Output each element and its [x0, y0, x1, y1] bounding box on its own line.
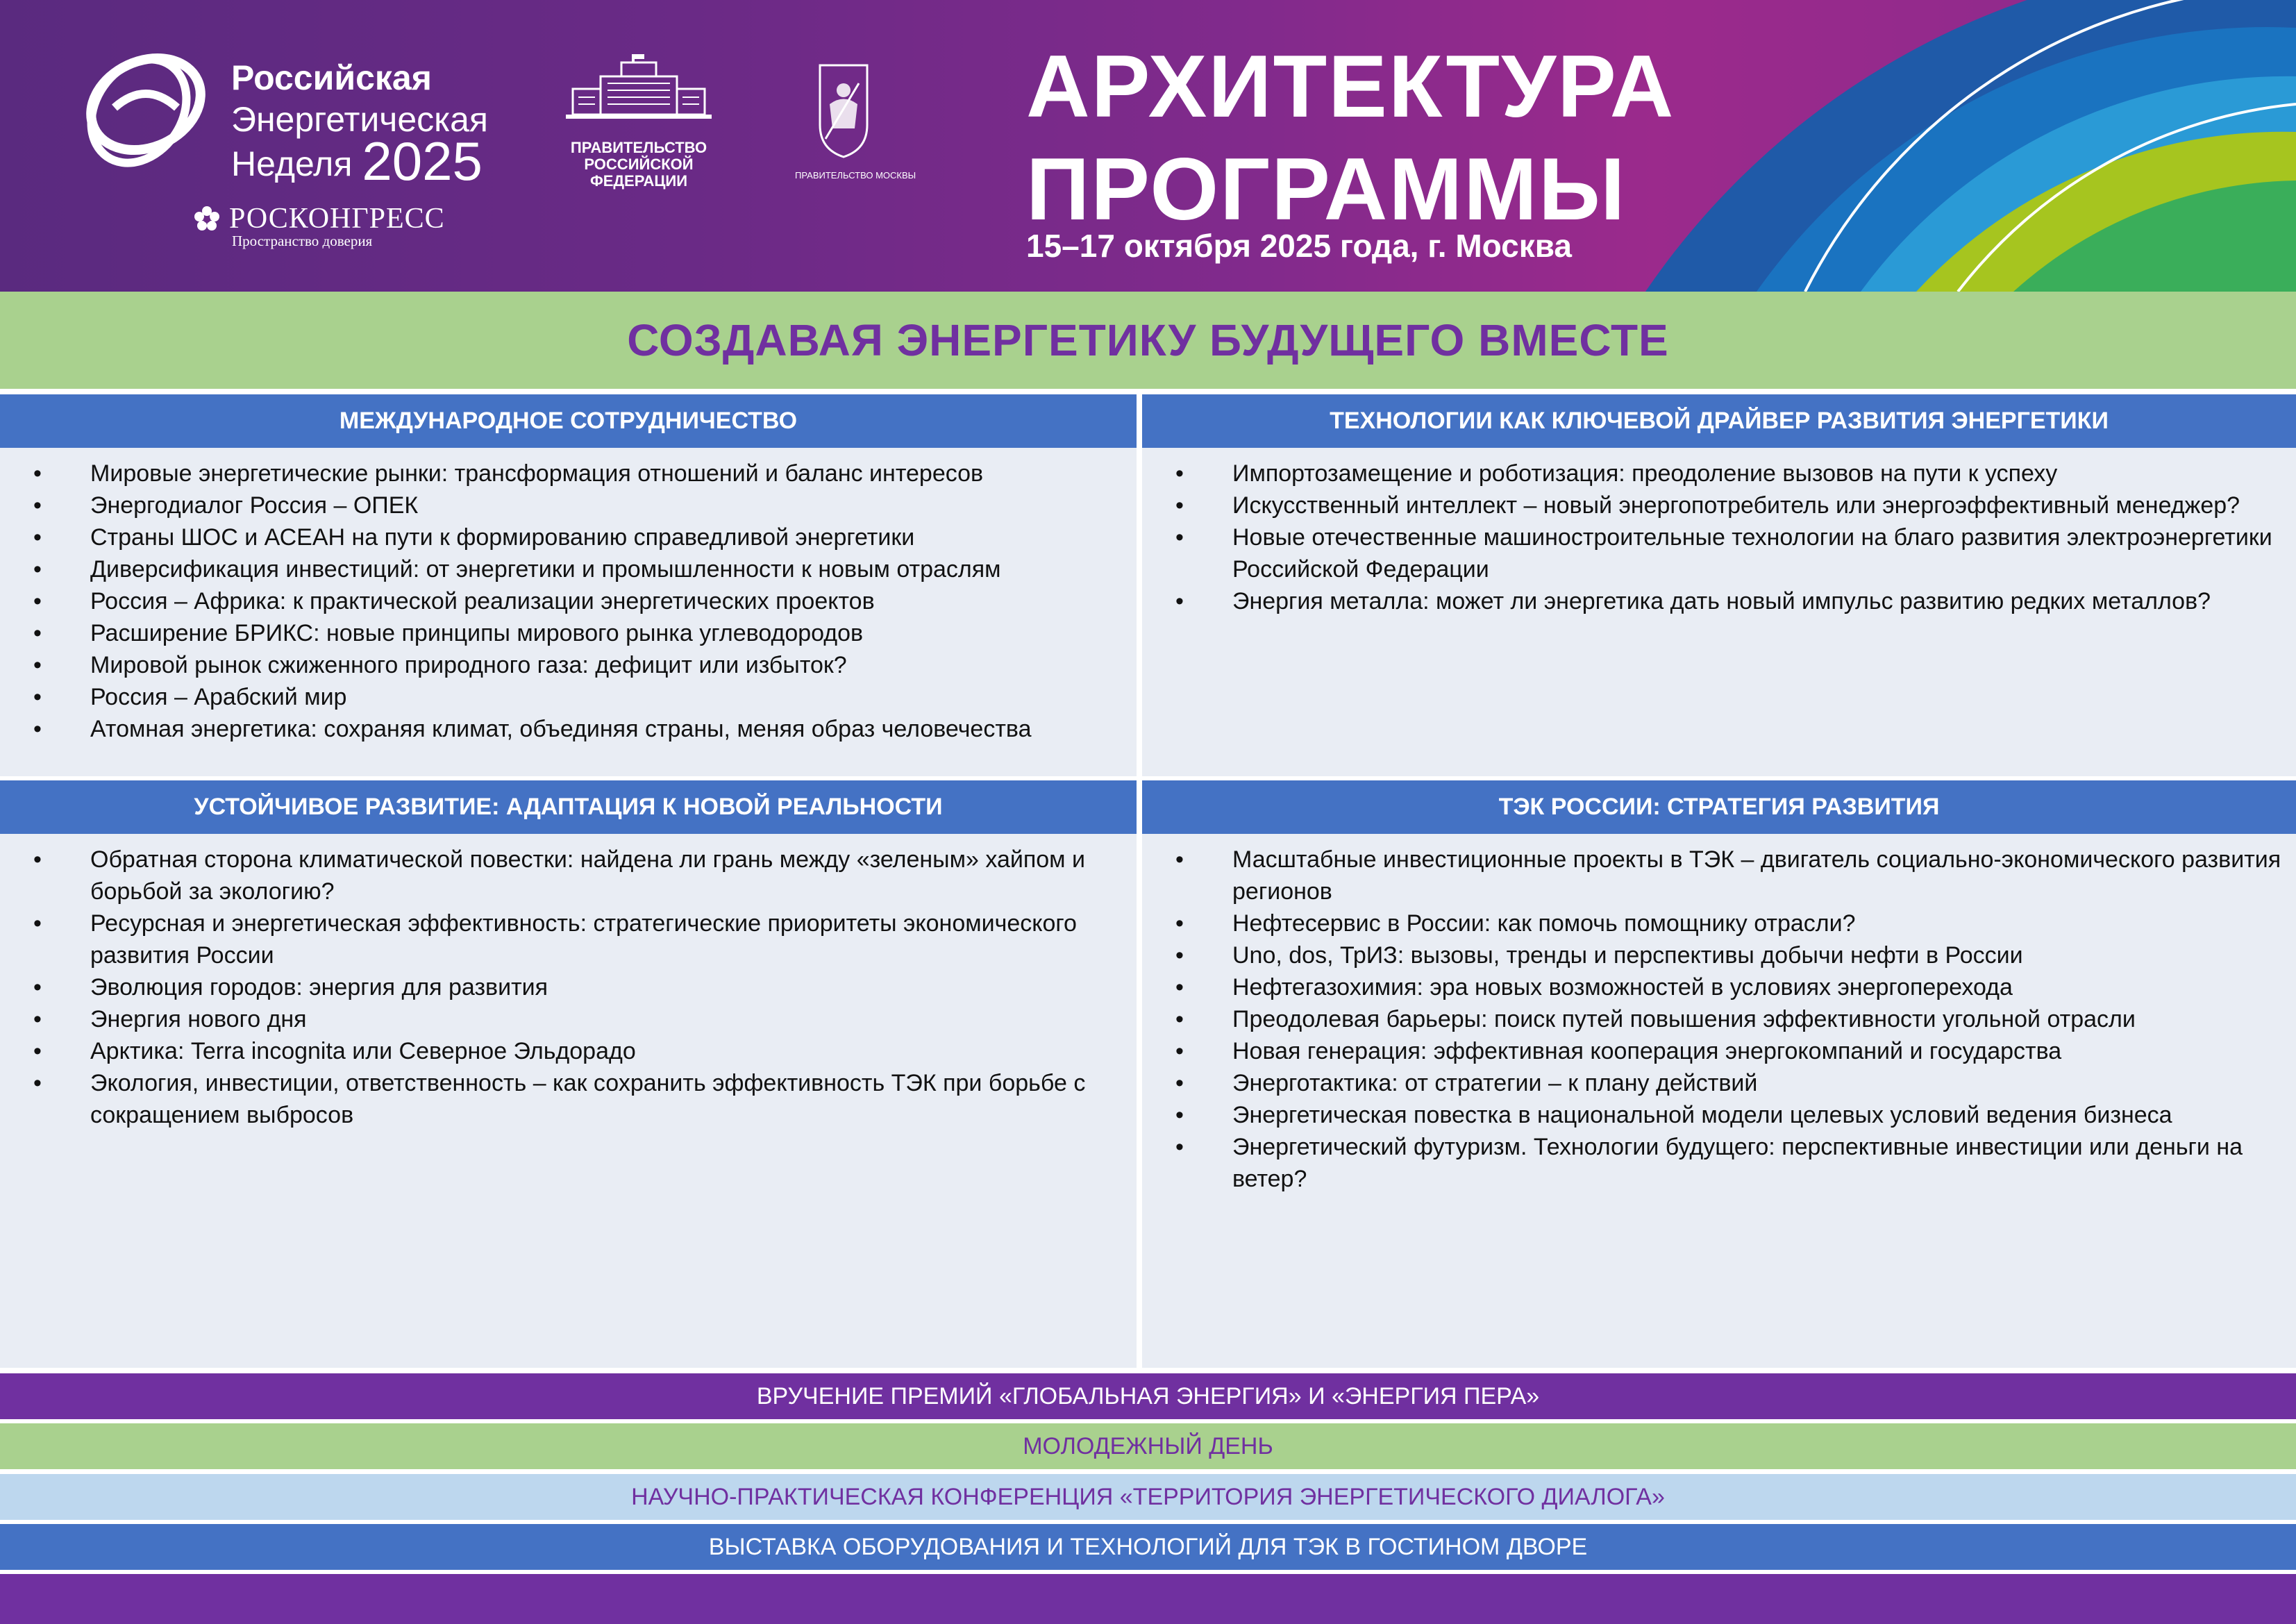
- list-item: • Новая генерация: эффективная кооперация энергокомпаний и государства: [1175, 1035, 2282, 1067]
- list-item: • Искусственный интеллект – новый энергопотребитель или энергоэффективный менеджер?: [1175, 489, 2282, 521]
- roscongress-name: РОСКОНГРЕСС: [193, 201, 445, 235]
- list-item: • Преодолевая барьеры: поиск путей повышения эффективности угольной отрасли: [1175, 1003, 2282, 1035]
- list-item: • Нефтесервис в России: как помочь помощнику отрасли?: [1175, 907, 2282, 939]
- section-fuel-energy-strategy: [1142, 780, 2296, 1368]
- list-item: • Энергия нового дня: [33, 1003, 1123, 1035]
- roscongress-flower-icon: [192, 204, 222, 235]
- roscongress-tagline: Пространство доверия: [232, 233, 373, 249]
- section-title: ТЕХНОЛОГИИ КАК КЛЮЧЕВОЙ ДРАЙВЕР РАЗВИТИЯ ЭНЕРГЕТИКИ: [1142, 394, 2296, 448]
- section-technology: [1142, 394, 2296, 776]
- slogan-text: СОЗДАВАЯ ЭНЕРГЕТИКУ БУДУЩЕГО ВМЕСТЕ: [627, 315, 1669, 365]
- list-item: • Арктика: Terra incognita или Северное Эльдорадо: [33, 1035, 1123, 1067]
- section-title: УСТОЙЧИВОЕ РАЗВИТИЕ: АДАПТАЦИЯ К НОВОЙ РЕАЛЬНОСТИ: [0, 780, 1137, 834]
- banner-exhibition: ВЫСТАВКА ОБОРУДОВАНИЯ И ТЕХНОЛОГИЙ ДЛЯ ТЭК В ГОСТИНОМ ДВОРЕ: [0, 1524, 2296, 1570]
- section-international: [0, 394, 1137, 776]
- moscow-coat-of-arms-icon: [817, 62, 870, 160]
- list-item: • Энерготактика: от стратегии – к плану действий: [1175, 1067, 2282, 1099]
- event-name-line3: Неделя: [231, 144, 353, 183]
- page-title: АРХИТЕКТУРА ПРОГРАММЫ: [1026, 37, 1675, 238]
- section-title: ТЭК РОССИИ: СТРАТЕГИЯ РАЗВИТИЯ: [1142, 780, 2296, 834]
- list-item: • Эволюция городов: энергия для развития: [33, 971, 1123, 1003]
- government-house-icon: [566, 54, 712, 131]
- list-item: • Мировой рынок сжиженного природного газа: дефицит или избыток?: [33, 649, 1123, 681]
- energy-week-rings-icon: [73, 42, 219, 174]
- list-item: • Экология, инвестиции, ответственность – как сохранить эффективность ТЭК при борьбе с сокращением выбросов: [33, 1067, 1123, 1131]
- list-item: • Атомная энергетика: сохраняя климат, объединяя страны, меняя образ человечества: [33, 713, 1123, 745]
- list-item: • Расширение БРИКС: новые принципы мирового рынка углеводородов: [33, 617, 1123, 649]
- list-item: • Диверсификация инвестиций: от энергетики и промышленности к новым отраслям: [33, 553, 1123, 585]
- moscow-logo: [795, 62, 916, 194]
- list-item: • Обратная сторона климатической повестки: найдена ли грань между «зеленым» хайпом и борьбой за экологию?: [33, 844, 1123, 907]
- government-label: ПРАВИТЕЛЬСТВО РОССИЙСКОЙ ФЕДЕРАЦИИ: [570, 139, 707, 190]
- moscow-label: ПРАВИТЕЛЬСТВО МОСКВЫ: [795, 170, 916, 181]
- event-name-line1: Российская: [231, 58, 432, 97]
- energy-week-logo: [73, 42, 489, 192]
- list-item: • Нефтегазохимия: эра новых возможностей в условиях энергоперехода: [1175, 971, 2282, 1003]
- list-item: • Энергия металла: может ли энергетика дать новый импульс развитию редких металлов?: [1175, 585, 2282, 617]
- banner-conference: НАУЧНО-ПРАКТИЧЕСКАЯ КОНФЕРЕНЦИЯ «ТЕРРИТОРИЯ ЭНЕРГЕТИЧЕСКОГО ДИАЛОГА»: [0, 1474, 2296, 1520]
- slogan-bar: [0, 292, 2296, 389]
- topic-list: [1175, 458, 2282, 617]
- event-year: 2025: [362, 131, 483, 192]
- topic-list: [33, 458, 1123, 745]
- list-item: • Импортозамещение и роботизация: преодоление вызовов на пути к успеху: [1175, 458, 2282, 489]
- list-item: • Энергетическая повестка в национальной модели целевых условий ведения бизнеса: [1175, 1099, 2282, 1131]
- banner-awards: ВРУЧЕНИЕ ПРЕМИЙ «ГЛОБАЛЬНАЯ ЭНЕРГИЯ» И «ЭНЕРГИЯ ПЕРА»: [0, 1373, 2296, 1419]
- topic-list: [33, 844, 1123, 1131]
- list-item: • Страны ШОС и АСЕАН на пути к формированию справедливой энергетики: [33, 521, 1123, 553]
- event-name-line2: Энергетическая: [231, 100, 488, 139]
- list-item: • Uno, dos, ТрИЗ: вызовы, тренды и перспективы добычи нефти в России: [1175, 939, 2282, 971]
- government-logo: [562, 54, 715, 193]
- list-item: • Энергодиалог Россия – ОПЕК: [33, 489, 1123, 521]
- topic-list: [1175, 844, 2282, 1195]
- list-item: • Новые отечественные машиностроительные технологии на благо развития электроэнергетики Российской Федерации: [1175, 521, 2282, 585]
- list-item: • Масштабные инвестиционные проекты в ТЭК – двигатель социально-экономического развития регионов: [1175, 844, 2282, 907]
- list-item: • Энергетический футуризм. Технологии будущего: перспективные инвестиции или деньги на ветер?: [1175, 1131, 2282, 1195]
- list-item: • Мировые энергетические рынки: трансформация отношений и баланс интересов: [33, 458, 1123, 489]
- section-sustainable-development: [0, 780, 1137, 1368]
- list-item: • Россия – Арабский мир: [33, 681, 1123, 713]
- banner-youth-day: МОЛОДЕЖНЫЙ ДЕНЬ: [0, 1423, 2296, 1469]
- list-item: • Ресурсная и энергетическая эффективность: стратегические приоритеты экономического развития России: [33, 907, 1123, 971]
- list-item: • Россия – Африка: к практической реализации энергетических проектов: [33, 585, 1123, 617]
- footer-bar: [0, 1574, 2296, 1624]
- roscongress-logo: [193, 201, 445, 250]
- section-title: МЕЖДУНАРОДНОЕ СОТРУДНИЧЕСТВО: [0, 394, 1137, 448]
- event-date: 15–17 октября 2025 года, г. Москва: [1026, 228, 1572, 264]
- header: [0, 0, 2296, 292]
